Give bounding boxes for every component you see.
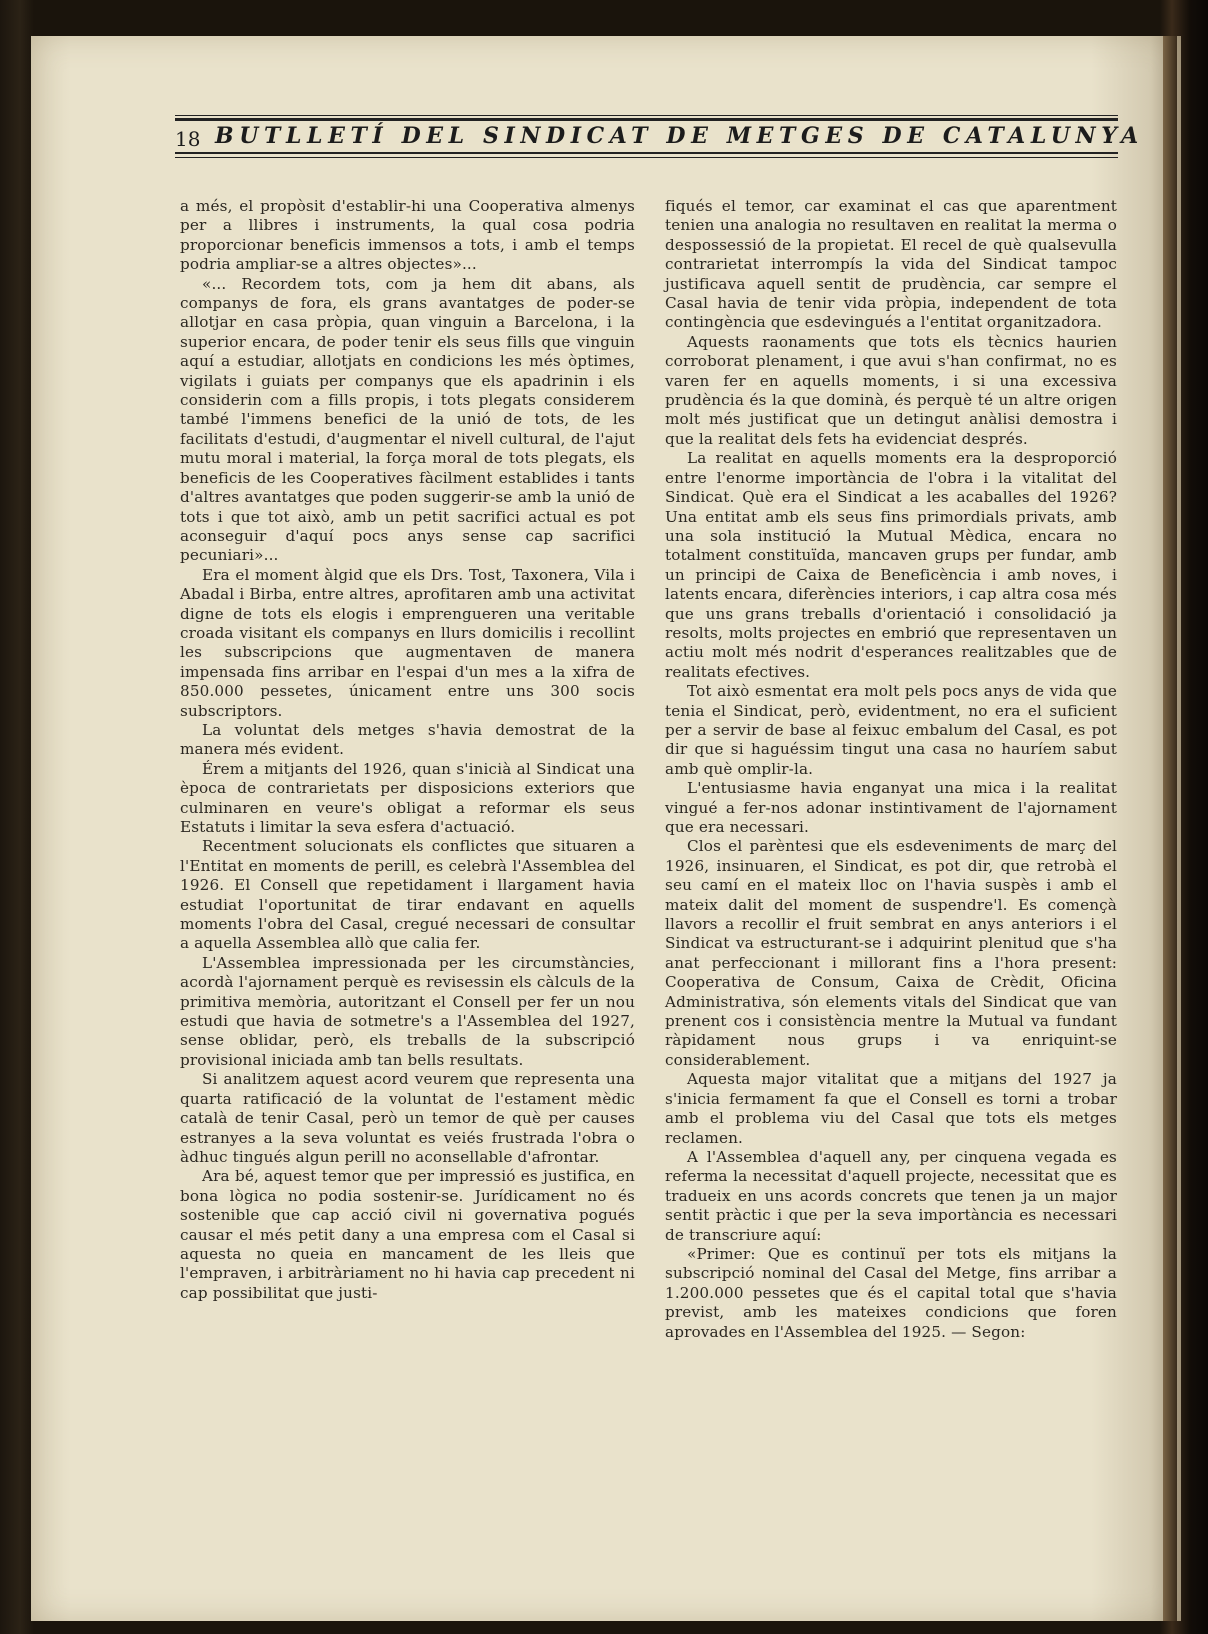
- paragraph: A l'Assemblea d'aquell any, per cinquena vegada es referma la necessitat d'aquell projecte, necessitat que es tradueix en uns acords concrets que tenen ja un major sentit pràctic i que per la seva importància es necessari de transcriure aquí:: [665, 1147, 1117, 1244]
- header-rule-bottom-thick: [175, 152, 1118, 154]
- paragraph: Recentment solucionats els conflictes que situaren a l'Entitat en moments de perill, es celebrà l'Assemblea del 1926. El Consell que repetidament i llargament havia estudiat l'oportunitat de tirar endavant en aquells moments l'obra del Casal, cregué necessari de consultar a aquella Assemblea allò que calia fer.: [180, 837, 635, 953]
- paragraph: fiqués el temor, car examinat el cas que aparentment tenien una analogia no resultaven en realitat la merma o despossessió de la propietat. El recel de què qualsevulla contrarietat interrompís la vida del Sindicat tampoc justificava aquell sentit de prudència, car sempre el Casal havia de tenir vida pròpia, independent de tota contingència que esdevingués a l'entitat organitzadora.: [665, 197, 1117, 332]
- header-rule-top-thick: [175, 118, 1118, 121]
- paragraph: a més, el propòsit d'establir-hi una Cooperativa almenys per a llibres i instruments, la qual cosa podria proporcionar beneficis immensos a tots, i amb el temps podria ampliar-se a altres objectes»...: [180, 197, 635, 274]
- paragraph: Tot això esmentat era molt pels pocs anys de vida que tenia el Sindicat, però, evidentment, no era el suficient per a servir de base al feixuc embalum del Casal, es pot dir que si haguéssim tingut una casa no hauríem sabut amb què omplir-la.: [665, 682, 1117, 778]
- paragraph: Aquests raonaments que tots els tècnics haurien corroborat plenament, i que avui s'han confirmat, no es varen fer en aquells moments, i si una excessiva prudència és la que dominà, és perquè té un altre origen molt més justificat que un detingut anàlisi demostra i que la realitat dels fets ha evidenciat després.: [665, 332, 1117, 448]
- paragraph: Ara bé, aquest temor que per impressió es justifica, en bona lògica no podia sostenir-se. Jurídicament no és sostenible que cap acció civil ni governativa pogués causar el més petit dany a una empresa com el Casal si aquesta no queia en mancament de les lleis que l'empraven, i arbitràriament no hi havia cap precedent ni cap possibilitat que justi-: [180, 1167, 635, 1302]
- page-header: [175, 115, 1144, 165]
- right-column: [665, 197, 1117, 1342]
- paragraph: Si analitzem aquest acord veurem que representa una quarta ratificació de la voluntat de l'estament mèdic català de tenir Casal, però un temor de què per causes estranyes a la seva voluntat es veiés frustrada l'obra o àdhuc tingués algun perill no aconsellable d'afrontar.: [180, 1070, 635, 1166]
- left-column: [180, 197, 635, 1303]
- header-rule-bottom-thin: [175, 157, 1118, 158]
- paragraph: La voluntat dels metges s'havia demostrat de la manera més evident.: [180, 720, 635, 759]
- paragraph: La realitat en aquells moments era la desproporció entre l'enorme importància de l'obra i la vitalitat del Sindicat. Què era el Sindicat a les acaballes del 1926? Una entitat amb els seus fins primordials privats, amb una sola institució la Mutual Mèdica, encara no totalment constituïda, mancaven grups per fundar, amb un principi de Caixa de Beneficència i amb noves, i latents encara, diferències interiors, i cap altra cosa més que uns grans treballs d'orientació i consolidació ja resolts, molts projectes en embrió que representaven un actiu molt més nodrit d'esperances realitzables que de realitats efectives.: [665, 449, 1117, 681]
- paragraph: L'entusiasme havia enganyat una mica i la realitat vingué a fer-nos adonar instintivament de l'ajornament que era necessari.: [665, 779, 1117, 836]
- journal-title: BUTLLETÍ DEL SINDICAT DE METGES DE CATALUNYA: [215, 123, 1144, 149]
- paragraph: Era el moment àlgid que els Drs. Tost, Taxonera, Vila i Abadal i Birba, entre altres, aprofitaren amb una activitat digne de tots els elogis i emprengueren una veritable croada visitant els companys en llurs domicilis i recollint les subscripcions que augmentaven de manera impensada fins arribar en l'espai d'un mes a la xifra de 850.000 pessetes, únicament entre uns 300 socis subscriptors.: [180, 565, 635, 720]
- header-rule-top-thin: [175, 115, 1118, 116]
- paragraph: Érem a mitjants del 1926, quan s'inicià al Sindicat una època de contrarietats per disposicions exteriors que culminaren en veure's obligat a reformar els seus Estatuts i limitar la seva esfera d'actuació.: [180, 759, 635, 836]
- paragraph: «Primer: Que es continuï per tots els mitjans la subscripció nominal del Casal del Metge, fins arribar a 1.200.000 pessetes que és el capital total que s'havia previst, amb les mateixes condicions que foren aprovades en l'Assemblea del 1925. — Segon:: [665, 1244, 1117, 1341]
- page-number: 18: [175, 127, 201, 151]
- paragraph: Clos el parèntesi que els esdeveniments de març del 1926, insinuaren, el Sindicat, es pot dir, que retrobà el seu camí en el mateix lloc on l'havia suspès i amb el mateix dalit del moment de suspendre'l. Es començà llavors a recollir el fruit sembrat en anys anteriors i el Sindicat va estructurant-se i adquirint plenitud que s'ha anat perfeccionant i millorant fins a l'hora present: Cooperativa de Consum, Caixa de Crèdit, Oficina Administrativa, són elements vitals del Sindicat que van prenent cos i consistència mentre la Mutual va fundant ràpidament nous grups i va enriquint-se considerablement.: [665, 837, 1117, 1069]
- book-spine: [1163, 36, 1177, 1621]
- paragraph: Aquesta major vitalitat que a mitjans del 1927 ja s'inicia fermament fa que el Consell es torni a trobar amb el problema viu del Casal que tots els metges reclamen.: [665, 1070, 1117, 1147]
- paragraph: L'Assemblea impressionada per les circumstàncies, acordà l'ajornament perquè es revisessin els càlculs de la primitiva memòria, autoritzant el Consell per fer un nou estudi que havia de sotmetre's a l'Assemblea del 1927, sense oblidar, però, els treballs de la subscripció provisional iniciada amb tan bells resultats.: [180, 953, 635, 1069]
- paragraph: «... Recordem tots, com ja hem dit abans, als companys de fora, els grans avantatges de poder-se allotjar en casa pròpia, quan vinguin a Barcelona, i la superior encara, de poder tenir els seus fills que vinguin aquí a estudiar, allotjats en condicions les més òptimes, vigilats i guiats per companys que els apadrinin i els considerin com a fills propis, i tots plegats considerem també l'immens benefici de la unió de tots, de les facilitats d'estudi, d'augmentar el nivell cultural, de l'ajut mutu moral i material, la força moral de tots plegats, els beneficis de les Cooperatives fàcilment establides i tants d'altres avantatges que poden suggerir-se amb la unió de tots i que tot això, amb un petit sacrifici actual es pot aconseguir d'aquí pocs anys sense cap sacrifici pecuniari»...: [180, 274, 635, 565]
